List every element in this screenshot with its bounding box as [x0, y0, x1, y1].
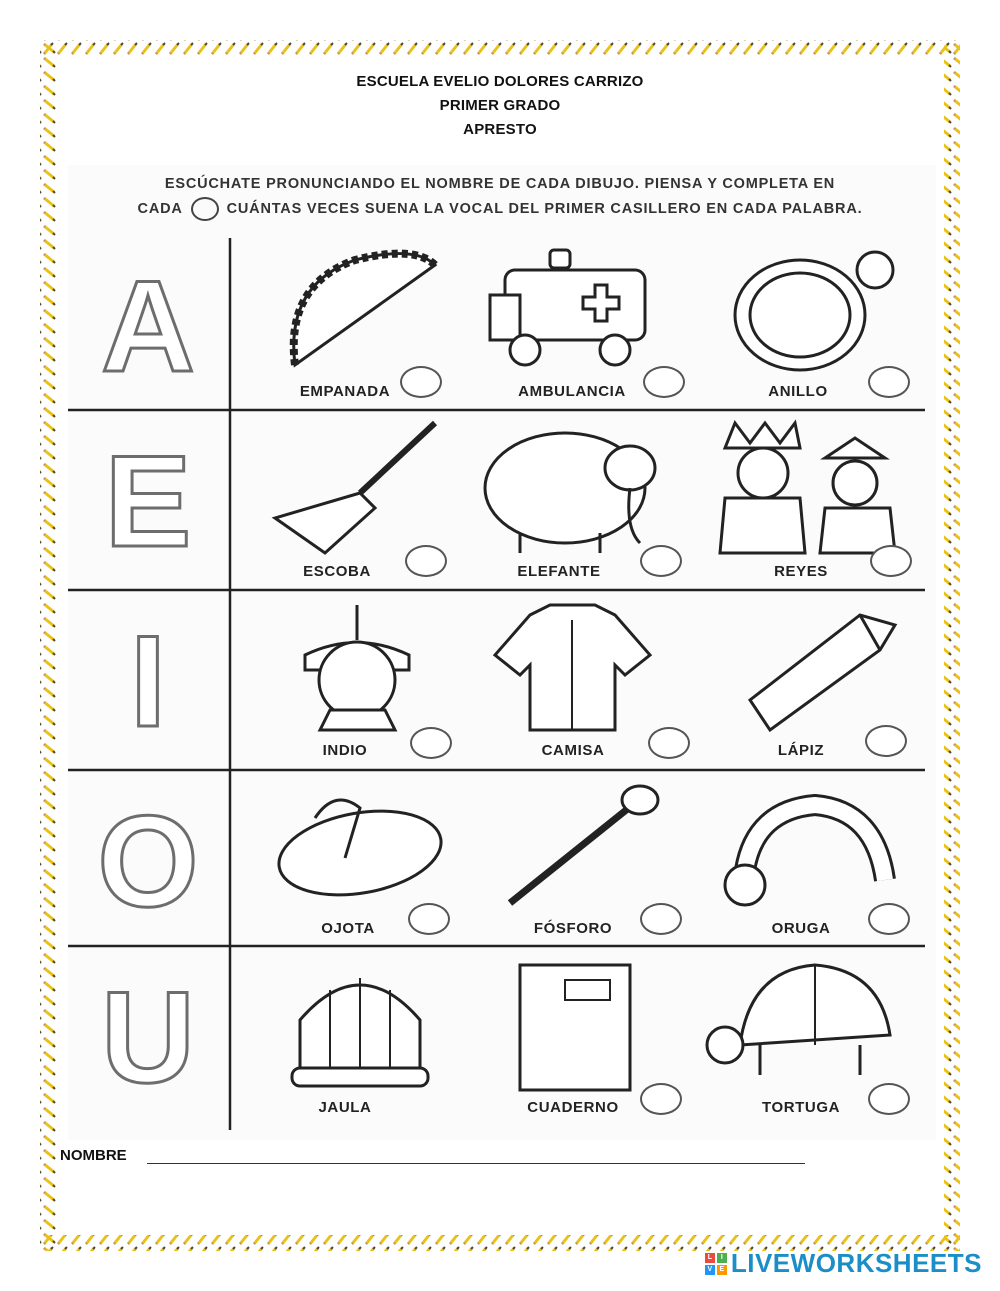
- vowel-cell-i: [68, 593, 228, 769]
- answer-circle[interactable]: [640, 545, 682, 577]
- name-input-line[interactable]: [147, 1163, 805, 1164]
- match-icon: [495, 778, 670, 913]
- turtle-icon: [700, 960, 895, 1090]
- word-label: ORUGA: [771, 920, 831, 937]
- instructions-line-2-start: CADA: [137, 201, 183, 217]
- liveworksheets-logo[interactable]: [705, 1248, 982, 1279]
- broom-icon: [265, 418, 445, 558]
- logo-square: V: [705, 1265, 715, 1275]
- answer-circle[interactable]: [643, 366, 685, 398]
- answer-circle[interactable]: [405, 545, 447, 577]
- logo-squares-icon: [705, 1253, 727, 1275]
- answer-circle[interactable]: [408, 903, 450, 935]
- vowel-letter: E: [104, 428, 192, 574]
- word-label: AMBULANCIA: [518, 383, 626, 400]
- ambulance-icon: [485, 245, 655, 375]
- instructions-line-1: ESCÚCHATE PRONUNCIANDO EL NOMBRE DE CADA DIBUJO. PIENSA Y COMPLETA EN: [164, 176, 836, 192]
- empanada-icon: [275, 245, 445, 375]
- logo-text: LIVEWORKSHEETS: [730, 1248, 982, 1278]
- word-label: FÓSFORO: [533, 920, 613, 937]
- vowel-letter: O: [97, 788, 199, 934]
- vowel-letter: A: [101, 253, 195, 399]
- caterpillar-icon: [715, 790, 900, 915]
- shirt-icon: [490, 600, 655, 735]
- vowel-cell-o: [68, 773, 228, 949]
- logo-square: L: [705, 1253, 715, 1263]
- answer-circle[interactable]: [410, 727, 452, 759]
- answer-circle[interactable]: [868, 903, 910, 935]
- answer-circle[interactable]: [400, 366, 442, 398]
- logo-square: E: [717, 1265, 727, 1275]
- subject-title: APRESTO: [463, 121, 537, 138]
- vowel-letter: I: [129, 608, 167, 754]
- school-name: ESCUELA EVELIO DOLORES CARRIZO: [356, 73, 644, 90]
- indio-icon: [285, 600, 435, 735]
- word-label: CUADERNO: [527, 1099, 619, 1116]
- word-label: OJOTA: [321, 920, 375, 937]
- cage-icon: [280, 960, 440, 1095]
- grade-title: PRIMER GRADO: [439, 97, 561, 114]
- pencil-icon: [730, 605, 905, 735]
- answer-circle[interactable]: [648, 727, 690, 759]
- word-label: REYES: [774, 563, 828, 580]
- answer-circle[interactable]: [640, 1083, 682, 1115]
- word-label: LÁPIZ: [777, 742, 825, 759]
- answer-circle[interactable]: [640, 903, 682, 935]
- word-label: ELEFANTE: [517, 563, 601, 580]
- logo-square: I: [717, 1253, 727, 1263]
- word-label: INDIO: [322, 742, 368, 759]
- notebook-icon: [510, 960, 645, 1095]
- answer-circle[interactable]: [868, 366, 910, 398]
- word-label: TORTUGA: [761, 1099, 841, 1116]
- word-label: ANILLO: [768, 383, 828, 400]
- word-label: CAMISA: [541, 742, 605, 759]
- kings-icon: [715, 418, 900, 558]
- ring-icon: [725, 245, 900, 375]
- word-label: ESCOBA: [303, 563, 371, 580]
- vowel-cell-u: [68, 949, 228, 1125]
- instructions-line-2-end: CUÁNTAS VECES SUENA LA VOCAL DEL PRIMER CASILLERO EN CADA PALABRA.: [226, 201, 863, 217]
- word-label: JAULA: [318, 1099, 372, 1116]
- sandal-icon: [275, 778, 445, 913]
- answer-circle[interactable]: [865, 725, 907, 757]
- answer-circle[interactable]: [868, 1083, 910, 1115]
- answer-circle[interactable]: [870, 545, 912, 577]
- side-copyright-note: [925, 900, 937, 1130]
- vowel-cell-e: [68, 413, 228, 589]
- name-label: NOMBRE: [60, 1147, 127, 1164]
- vowel-letter: U: [101, 964, 195, 1110]
- vowel-cell-a: [68, 238, 228, 414]
- word-label: EMPANADA: [299, 383, 391, 400]
- elephant-icon: [480, 418, 660, 558]
